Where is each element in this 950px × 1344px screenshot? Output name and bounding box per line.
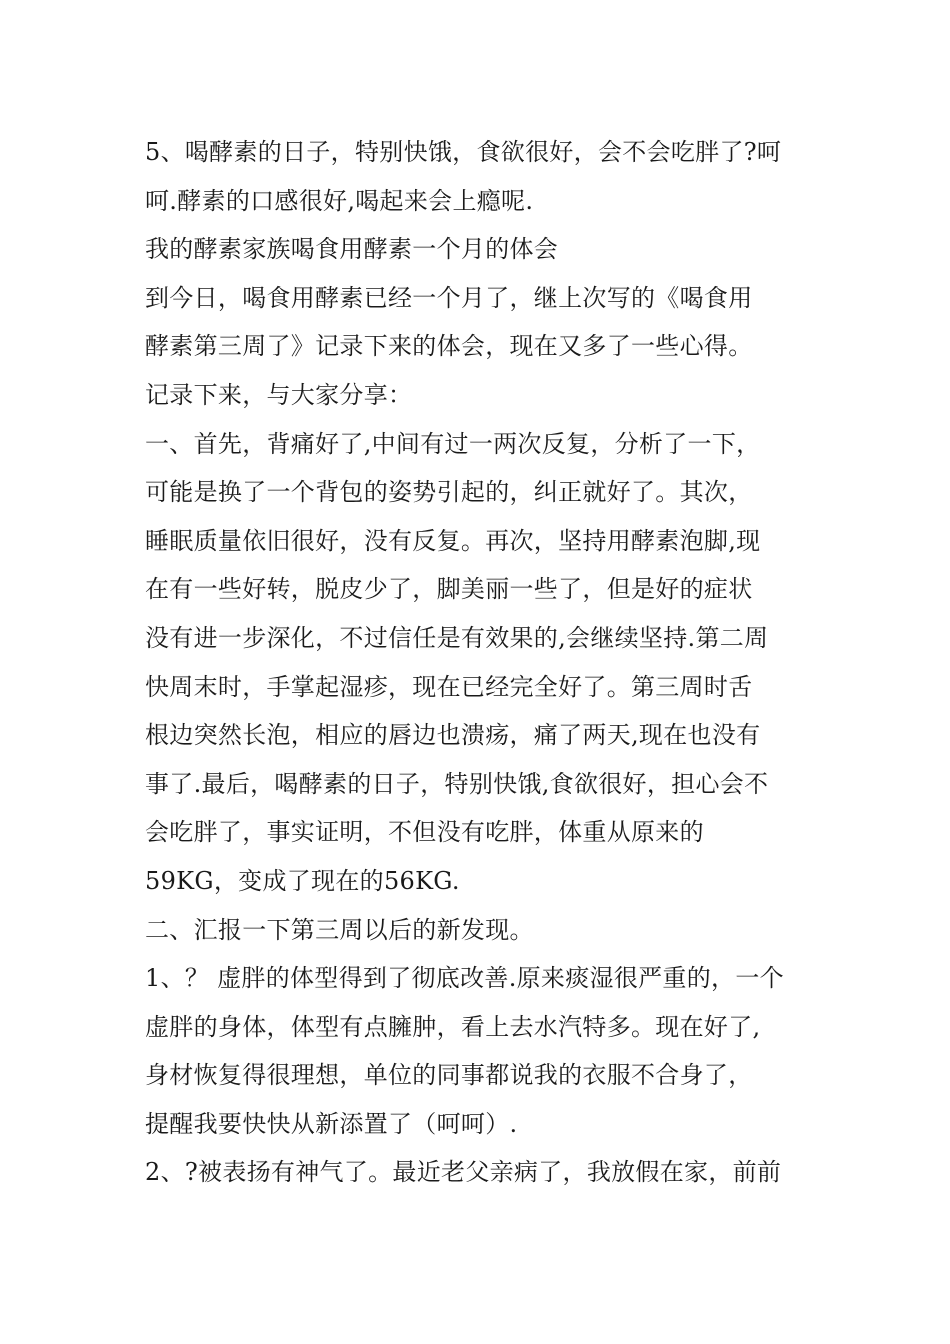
text-line: 一、首先，背痛好了,中间有过一两次反复，分析了一下， <box>145 429 761 458</box>
text-line: 事了.最后，喝酵素的日子，特别快饿,食欲很好，担心会不 <box>145 769 769 798</box>
text-line: 2、?被表扬有神气了。最近老父亲病了，我放假在家，前前 <box>145 1158 782 1187</box>
text-line: 可能是换了一个背包的姿势引起的，纠正就好了。其次， <box>145 478 753 507</box>
text-line: 在有一些好转，脱皮少了，脚美丽一些了，但是好的症状 <box>145 575 753 604</box>
text-line: 呵.酵素的口感很好,喝起来会上瘾呢. <box>145 186 534 215</box>
text-line: 到今日，喝食用酵素已经一个月了，继上次写的《喝食用 <box>145 283 753 312</box>
text-line: 1、？ 虚胖的体型得到了彻底改善.原来痰湿很严重的，一个 <box>145 964 784 993</box>
text-line: 睡眠质量依旧很好，没有反复。再次，坚持用酵素泡脚,现 <box>145 526 761 555</box>
text-line: 身材恢复得很理想，单位的同事都说我的衣服不合身了， <box>145 1061 753 1090</box>
text-line: 5、喝酵素的日子，特别快饿，食欲很好，会不会吃胖了?呵 <box>145 138 782 166</box>
text-line: 快周末时，手掌起湿疹，现在已经完全好了。第三周时舌 <box>145 672 753 701</box>
text-line: 二、汇报一下第三周以后的新发现。 <box>145 915 534 944</box>
text-line: 59KG，变成了现在的56KG. <box>145 866 460 895</box>
text-line: 提醒我要快快从新添置了（呵呵）. <box>145 1109 518 1138</box>
text-line: 根边突然长泡，相应的唇边也溃疡，痛了两天,现在也没有 <box>145 721 761 750</box>
section-heading: 我的酵素家族喝食用酵素一个月的体会 <box>145 235 559 264</box>
text-line: 会吃胖了，事实证明，不但没有吃胖，体重从原来的 <box>145 818 704 847</box>
text-line: 没有进一步深化，不过信任是有效果的,会继续坚持.第二周 <box>145 623 769 652</box>
text-line: 记录下来，与大家分享： <box>145 380 413 409</box>
document-body <box>145 128 815 1197</box>
text-line: 虚胖的身体，体型有点臃肿，看上去水汽特多。现在好了, <box>145 1012 761 1041</box>
text-line: 酵素第三周了》记录下来的体会，现在又多了一些心得。 <box>145 332 753 361</box>
